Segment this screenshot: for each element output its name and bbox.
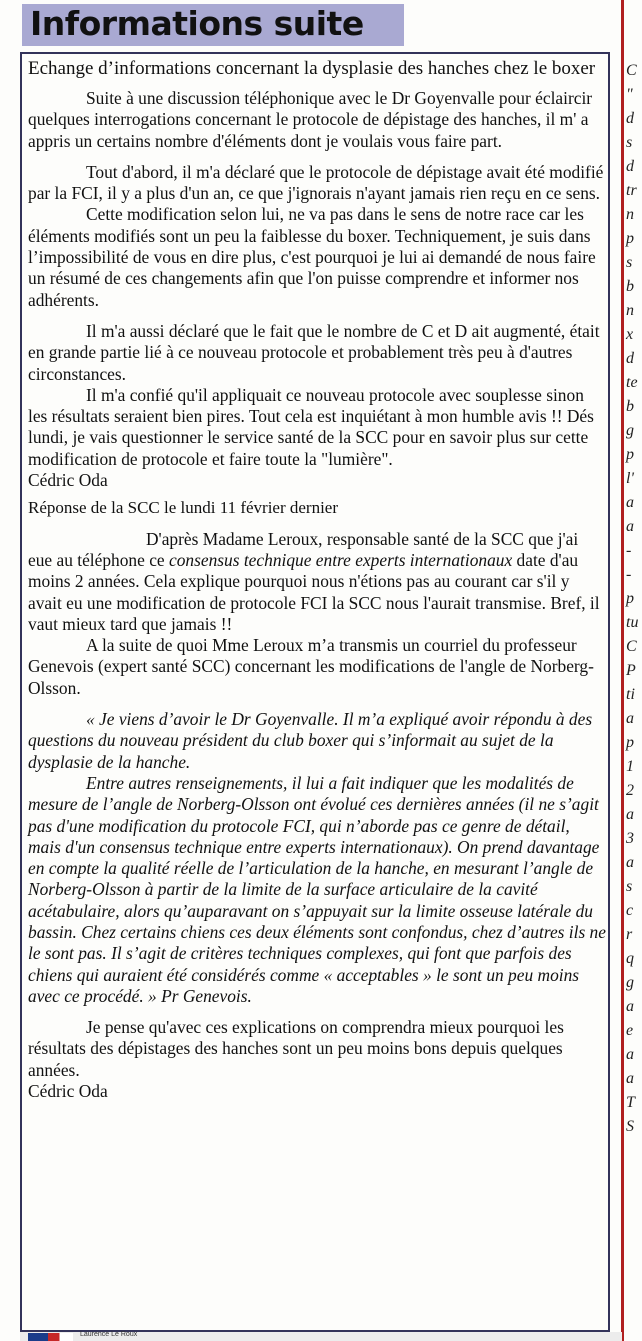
- paragraph-souplesse: Il m'a confié qu'il appliquait ce nouveau protocole avec souplesse sinon les résultats seraient bien pires. Tout cela est inquiétant à mon humble avis !! Dés lundi, je vais questionner le service santé de la SCC pour en savoir plus sur cette modification de protocole et faire toute la "lumière".: [28, 384, 594, 469]
- column-fragment: 1: [626, 758, 634, 775]
- column-fragment: tu: [626, 614, 639, 631]
- column-fragment: d: [626, 350, 634, 367]
- column-fragment: b: [626, 398, 634, 415]
- column-fragment: ti: [626, 686, 635, 703]
- reply-text-b: date d'au moins 2 années. Cela explique pourquoi nous n'étions pas au courant car s'il y avait eu une modification de protocole FCI la SCC nous l'aurait transmise. Bref, il vaut mieux tard que jamais !!: [28, 549, 600, 634]
- column-fragment: T: [626, 1094, 635, 1111]
- paragraph-conclusion: Je pense qu'avec ces explications on comprendra mieux pourquoi les résultats des dépistages des hanches sont un peu moins bons depuis quelques années.: [28, 1017, 564, 1080]
- column-fragment: r: [626, 926, 633, 943]
- reply-heading: Réponse de la SCC le lundi 11 février dernier: [28, 498, 339, 518]
- quote-block: [28, 709, 606, 1007]
- column-fragment: P: [626, 662, 636, 679]
- column-fragment: x: [626, 326, 634, 343]
- column-fragment: p: [626, 446, 634, 463]
- column-fragment: te: [626, 374, 638, 391]
- column-fragment: l': [626, 470, 634, 487]
- column-fragment: a: [626, 1046, 634, 1063]
- column-fragment: 3: [626, 830, 634, 847]
- column-fragment: n: [626, 302, 634, 319]
- column-fragment: q: [626, 950, 634, 967]
- column-fragment: 2: [626, 782, 634, 799]
- page-title: Informations suite: [30, 4, 364, 43]
- column-fragment: d: [626, 158, 634, 175]
- column-fragment: s: [626, 254, 633, 271]
- paragraph-modification: Cette modification selon lui, ne va pas dans le sens de notre race car les éléments modifiés sont un peu la faiblesse du boxer. Techniquement, je suis dans l’impossibilité de vous en dire plus, c'est pourquoi je lui ai demandé de nous faire un résumé de ces changements afin que l'on puisse comprendre et informer nos adhérents.: [28, 204, 596, 310]
- quote-paragraph-1: « Je viens d’avoir le Dr Goyenvalle. Il m’a expliqué avoir répondu à des questions du nouveau président du club boxer qui s’informait au sujet de la dysplasie de la hanche.: [28, 709, 593, 772]
- column-fragment: p: [626, 734, 634, 751]
- column-fragment: b: [626, 278, 634, 295]
- column-fragment: a: [626, 854, 634, 871]
- column-fragment: d: [626, 110, 634, 127]
- column-fragment: ": [626, 86, 633, 103]
- adjacent-column-fragments: [626, 60, 642, 1140]
- column-fragment: C: [626, 638, 637, 655]
- column-fragment: a: [626, 518, 634, 535]
- column-fragment: s: [626, 878, 633, 895]
- article-heading: Echange d’informations concernant la dysplasie des hanches chez le boxer: [28, 58, 596, 79]
- article-body: [28, 57, 606, 1102]
- column-fragment: a: [626, 806, 634, 823]
- column-fragment: tr: [626, 182, 637, 199]
- column-fragment: C: [626, 62, 637, 79]
- paragraph-intro: Suite à une discussion téléphonique avec le Dr Goyenvalle pour éclaircir quelques interrogations concernant le protocole de dépistage des hanches, il m' a appris un certains nombre d'éléments dont je voulais vous faire part.: [28, 88, 593, 151]
- quote-paragraph-2: Entre autres renseignements, il lui a fait indiquer que les modalités de mesure de l’angle de Norberg-Olsson ont évolué ces dernières années (il ne s’agit pas d'une modification du protocole FCI, qui n’aborde pas ce genre de détail, mais d'un consensus technique entre experts internationaux). On prend davantage en compte la qualité réelle de l’articulation de la hanche, en mesurant l’angle de Norberg-Olsson à partir de la limite de la surface articulaire de la cavité acétabulaire, alors qu’auparavant on s’appuyait sur la limite osseuse latérale du bassin. Chez certains chiens ces deux éléments sont confondus, chez d’autres ils ne le sont pas. Il s’agit de critères techniques complexes, qui font que parfois des chiens qui auraient été considérés comme « acceptables » le sont un peu moins avec ce procédé. » Pr Genevois.: [28, 772, 606, 1006]
- column-fragment: a: [626, 1070, 634, 1087]
- column-fragment: g: [626, 974, 634, 991]
- reply-paragraph-2: A la suite de quoi Mme Leroux m’a transmis un courriel du professeur Genevois (expert santé SCC) concernant les modifications de l'angle de Norberg-Olsson.: [28, 635, 594, 698]
- column-fragment: c: [626, 902, 634, 919]
- signature: Cédric Oda: [28, 470, 108, 491]
- column-fragment: n: [626, 206, 634, 223]
- paragraph-c-d: Il m'a aussi déclaré que le fait que le nombre de C et D ait augmenté, était en grande partie lié à ce nouveau protocole et probablement très peu à d'autres circonstances.: [28, 320, 600, 384]
- reply-text-a: D'après Madame Leroux, responsable santé de la SCC que j'ai eue au téléphone ce: [28, 528, 579, 570]
- footer-logo: [28, 1333, 73, 1341]
- column-fragment: -: [626, 542, 632, 559]
- column-fragment: p: [626, 230, 634, 247]
- column-fragment: a: [626, 710, 634, 727]
- paragraph-protocol: Tout d'abord, il m'a déclaré que le protocole de dépistage avait été modifié par la FCI, il y a plus d'un an, ce que j'ignorais n'ayant jamais rien reçu en ce sens.: [28, 161, 604, 204]
- column-fragment: a: [626, 494, 634, 511]
- column-fragment: p: [626, 590, 634, 607]
- column-fragment: S: [626, 1118, 634, 1135]
- column-fragment: e: [626, 1022, 634, 1039]
- reply-emphasis: consensus technique entre experts internationaux: [168, 549, 513, 570]
- column-fragment: g: [626, 422, 634, 439]
- column-divider: [621, 0, 624, 1341]
- column-fragment: -: [626, 566, 632, 583]
- signature-2: Cédric Oda: [28, 1081, 108, 1102]
- footer-logo-text: Laurence Le Roux: [80, 1331, 138, 1338]
- column-fragment: s: [626, 134, 633, 151]
- reply-paragraph-1: [28, 529, 606, 635]
- column-fragment: a: [626, 998, 634, 1015]
